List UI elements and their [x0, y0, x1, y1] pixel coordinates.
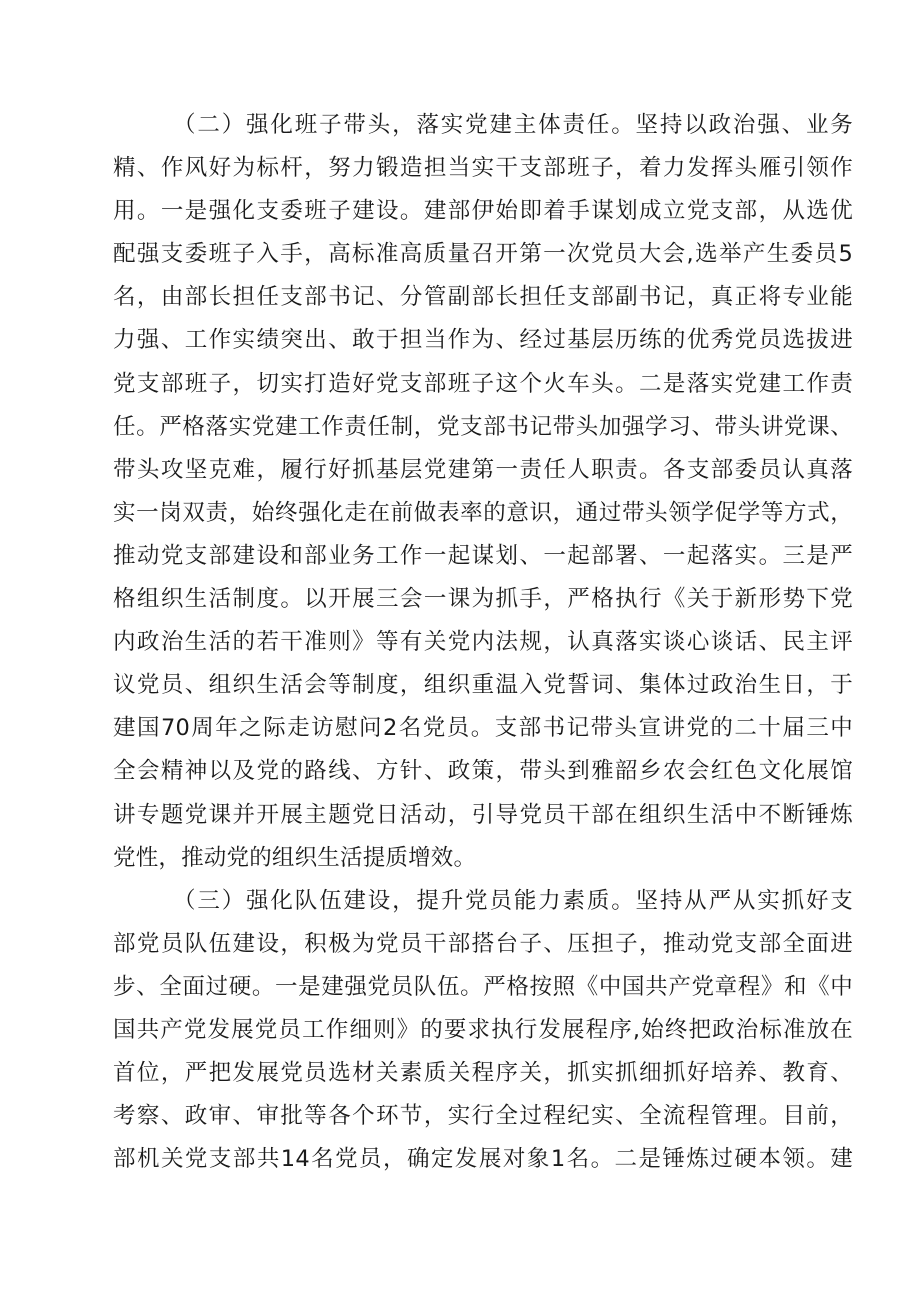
text-line: （三）强化队伍建设，提升党员能力素质。坚持从严从实抓好支 — [173, 887, 853, 914]
text-line: 配强支委班子入手，高标准高质量召开第一次党员大会,选举产生委员5 — [113, 241, 853, 268]
text-line: 精、作风好为标杆，努力锻造担当实干支部班子，着力发挥头雁引领作 — [113, 155, 853, 182]
text-line: 力强、工作实绩突出、敢于担当作为、经过基层历练的优秀党员选拔进 — [113, 327, 853, 354]
text-line: 国共产党发展党员工作细则》的要求执行发展程序,始终把政治标准放在 — [113, 1016, 853, 1043]
text-line: 首位，严把发展党员选材关素质关程序关，抓实抓细抓好培养、教育、 — [113, 1060, 853, 1087]
text-line: 内政治生活的若干准则》等有关党内法规，认真落实谈心谈话、民主评 — [113, 629, 853, 656]
text-line: 推动党支部建设和部业务工作一起谋划、一起部署、一起落实。三是严 — [113, 542, 853, 569]
text-line: 考察、政审、审批等各个环节，实行全过程纪实、全流程管理。目前， — [113, 1103, 853, 1130]
text-line: 部党员队伍建设，积极为党员干部搭台子、压担子，推动党支部全面进 — [113, 930, 853, 957]
document-body — [113, 104, 853, 1181]
text-line: 部机关党支部共14名党员，确定发展对象1名。二是锤炼过硬本领。建 — [113, 1146, 853, 1173]
text-line: 用。一是强化支委班子建设。建部伊始即着手谋划成立党支部，从选优 — [113, 198, 853, 225]
text-line: 步、全面过硬。一是建强党员队伍。严格按照《中国共产党章程》和《中 — [113, 973, 853, 1000]
text-line: （二）强化班子带头，落实党建主体责任。坚持以政治强、业务 — [173, 112, 853, 138]
text-line: 名，由部长担任支部书记、分管副部长担任支部副书记，真正将专业能 — [113, 284, 853, 311]
paragraph-3 — [113, 880, 853, 1182]
text-line: 带头攻坚克难，履行好抓基层党建第一责任人职责。各支部委员认真落 — [113, 456, 853, 483]
text-line: 党支部班子，切实打造好党支部班子这个火车头。二是落实党建工作责 — [113, 370, 853, 397]
text-line: 建国70周年之际走访慰问2名党员。支部书记带头宣讲党的二十届三中 — [113, 715, 853, 742]
text-line: 任。严格落实党建工作责任制，党支部书记带头加强学习、带头讲党课、 — [113, 413, 853, 440]
paragraph-2 — [113, 104, 853, 880]
text-line: 格组织生活制度。以开展三会一课为抓手，严格执行《关于新形势下党 — [113, 586, 853, 613]
text-line: 讲专题党课并开展主题党日活动，引导党员干部在组织生活中不断锤炼 — [113, 801, 853, 828]
text-line: 议党员、组织生活会等制度，组织重温入党誓词、集体过政治生日，于 — [113, 672, 853, 699]
text-line: 党性，推动党的组织生活提质增效。 — [113, 844, 477, 871]
text-line: 实一岗双责，始终强化走在前做表率的意识，通过带头领学促学等方式， — [113, 499, 853, 526]
text-line: 全会精神以及党的路线、方针、政策，带头到雅韶乡农会红色文化展馆 — [113, 758, 853, 785]
